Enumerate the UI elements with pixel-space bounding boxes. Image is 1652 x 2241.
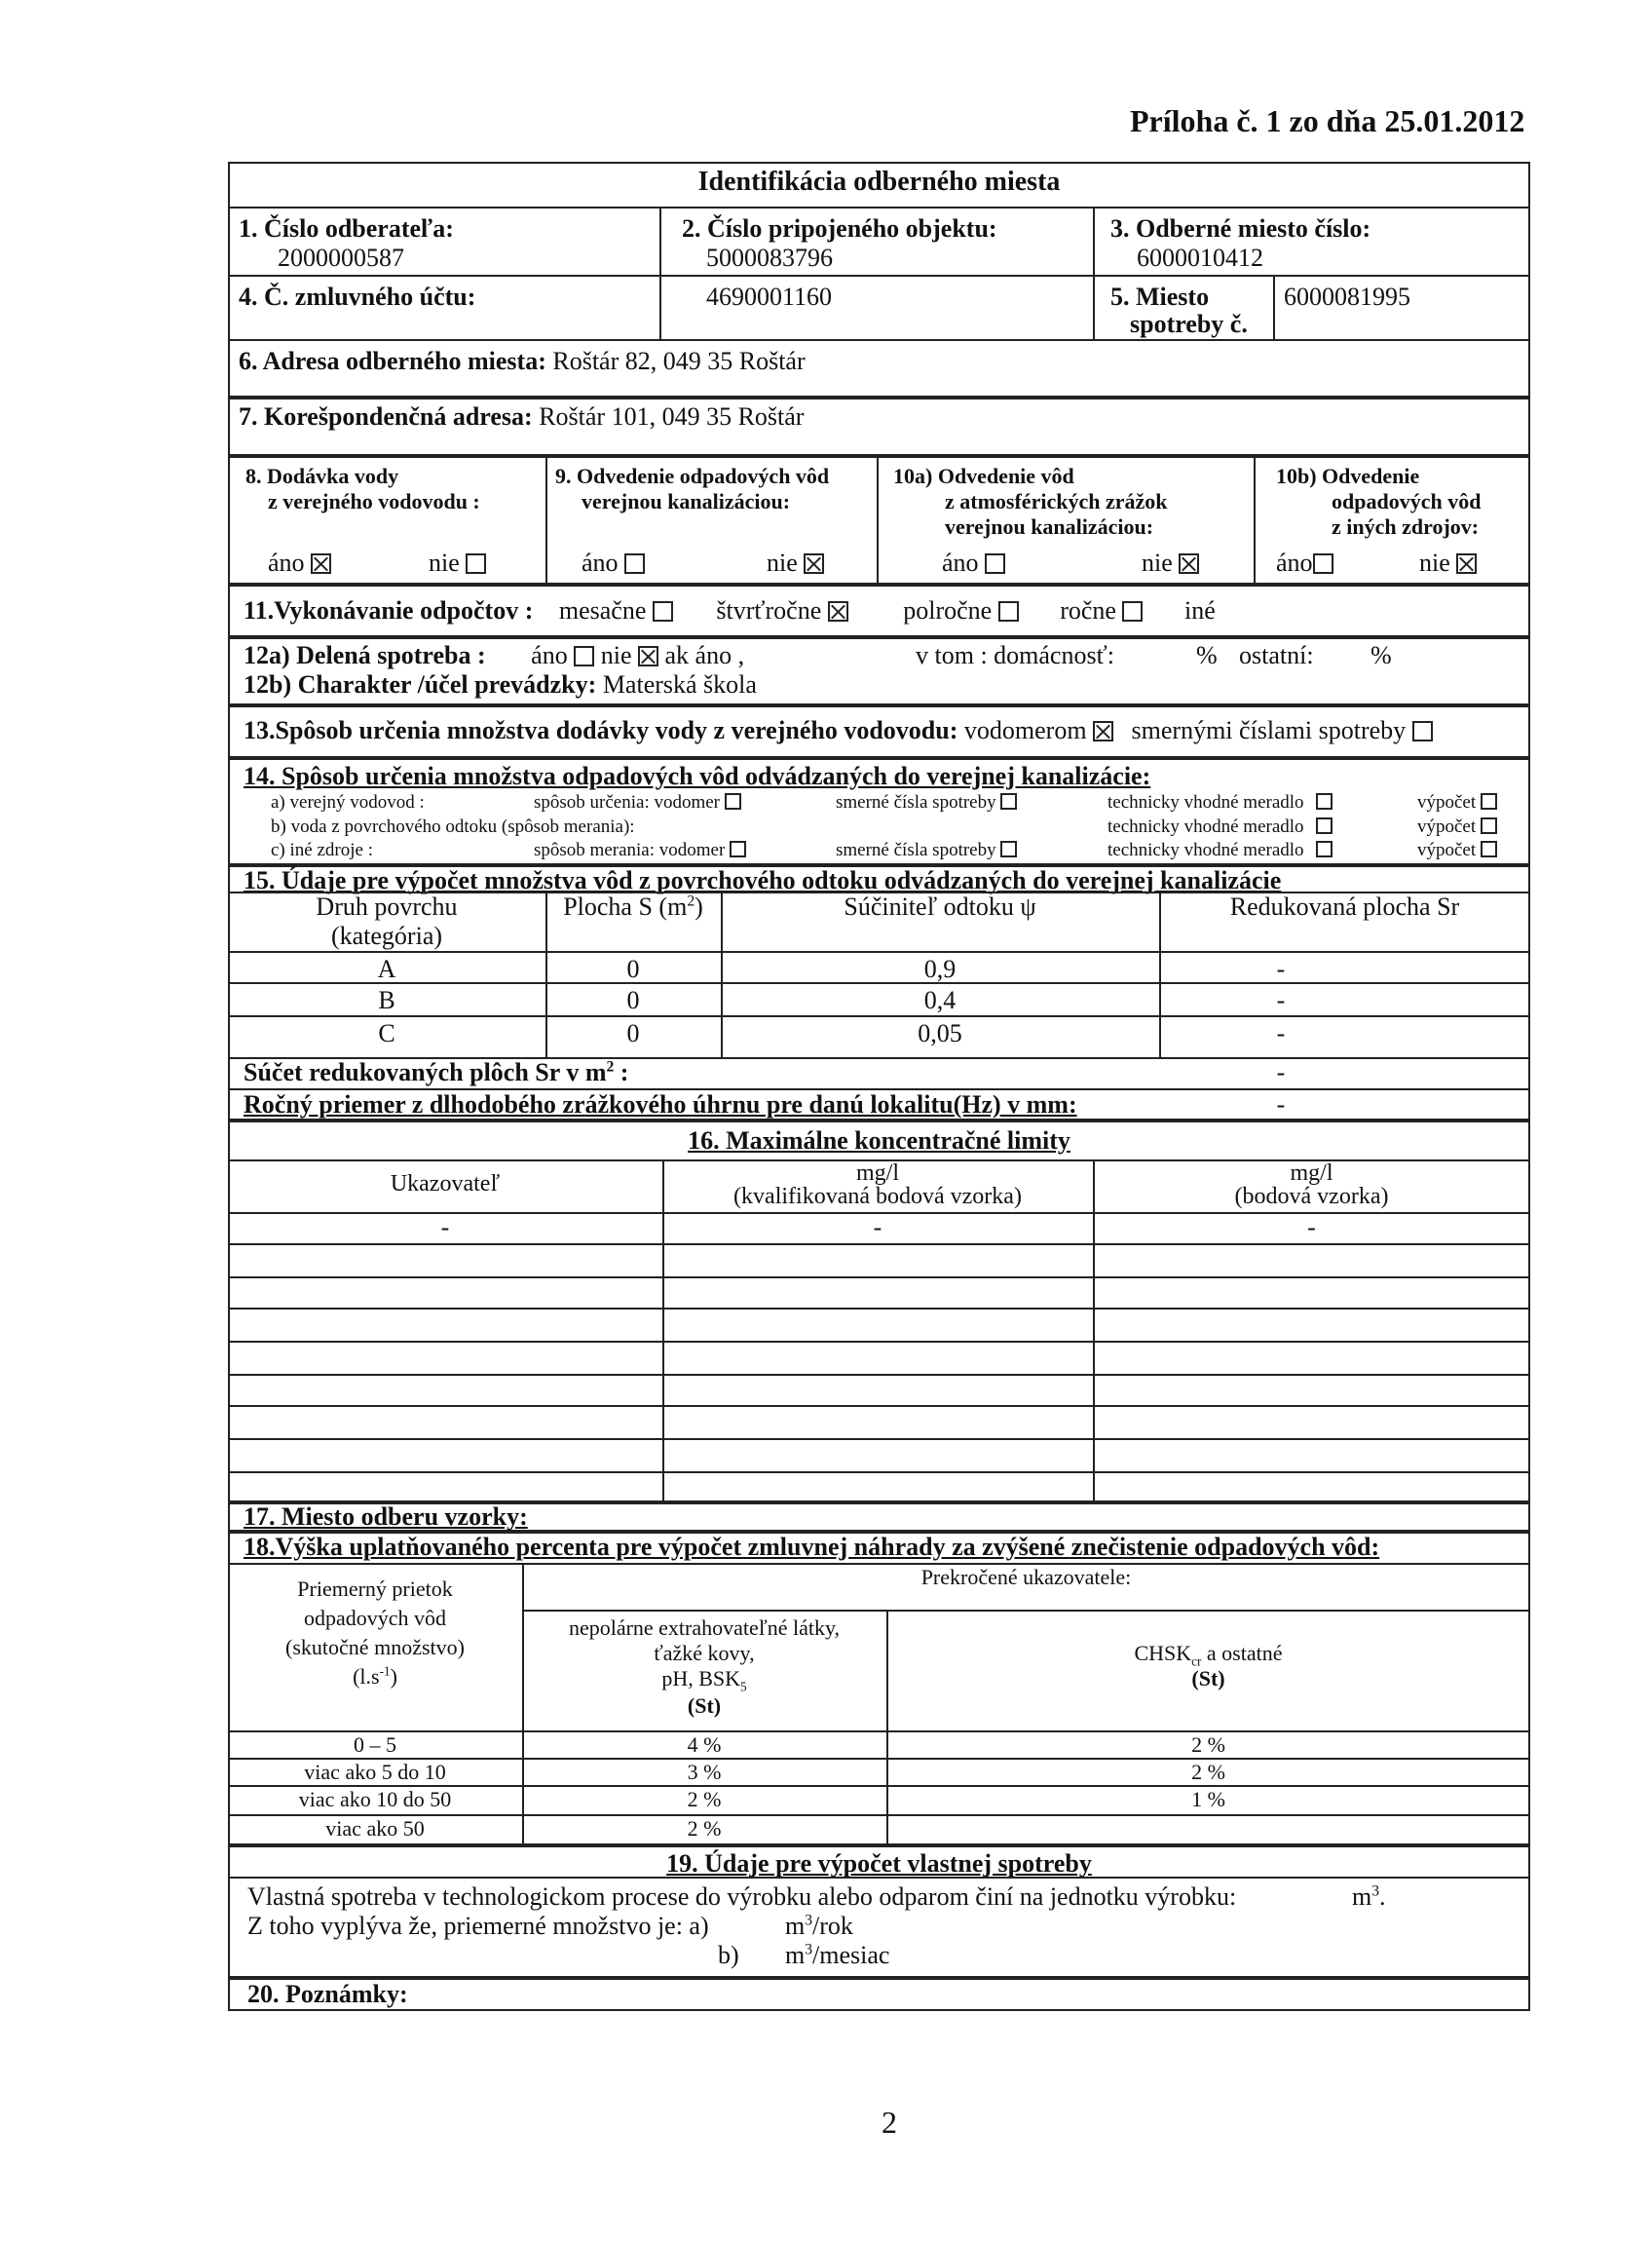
flow-row-1: 0 – 5 [354,1732,396,1757]
row-c-area: 0 [626,1019,640,1047]
s10b-line3: z iných zdrojov: [1332,514,1480,539]
split-others-pct: % [1370,641,1392,669]
flow-row-1-nonpolar: 4 % [687,1732,722,1757]
flow-header-3: (skutočné množstvo) [285,1635,465,1659]
indicator-header: Ukazovateľ [390,1171,501,1196]
s10a-line1: 10a) Odvedenie vôd [893,464,1074,488]
s8-line1: 8. Dodávka vody [245,464,399,488]
form-title: Identifikácia odberného miesta [697,167,1061,197]
split-yes-checkbox[interactable] [574,646,594,666]
limits-row-1-qualified: - [873,1213,882,1241]
row-a-reduced: - [1276,955,1286,983]
split-consumption-row: 12a) Delená spotreba : áno nie ak áno , [244,641,745,669]
s10b-yes-checkbox[interactable] [1313,553,1333,574]
s9-yes: áno [582,549,645,578]
operation-purpose-value: Materská škola [602,670,757,699]
s14-r1-calc-checkbox[interactable] [1481,793,1497,810]
s14-r1-device-checkbox[interactable] [1316,793,1333,810]
s14-r3-calc-checkbox[interactable] [1481,841,1497,857]
own-consumption-line-3: b) [718,1941,739,1969]
precipitation-value: - [1276,1090,1286,1119]
spot-sample-unit: mg/l [1290,1160,1333,1186]
sampling-place-label: 17. Miesto odberu vzorky: [244,1502,528,1531]
s14-r3-meter-checkbox[interactable] [730,841,746,857]
nonpolar-header-1: nepolárne extrahovateľné látky, [568,1615,841,1640]
flow-header-2: odpadových vôd [303,1606,447,1630]
notes-label: 20. Poznámky: [247,1980,408,2008]
row-a-cat: A [377,955,396,983]
s8-yes-checkbox[interactable] [311,553,331,574]
flow-row-4-nonpolar: 2 % [687,1816,722,1841]
s14-r1-norms-checkbox[interactable] [1000,793,1017,810]
flow-row-3-cod: 1 % [1191,1787,1225,1811]
limits-row-1-indicator: - [440,1213,450,1241]
s14-r2-calc: výpočet [1417,817,1497,838]
flow-header-4: $(l.s^{-1})$ [353,1663,397,1689]
correspondence-address-label: 7. Korešpondenčná adresa: [239,402,533,431]
own-consumption-line-2: Z toho vyplýva že, priemerné množstvo je: a) [247,1912,709,1940]
customer-number-label: 1. Číslo odberateľa: [239,214,454,243]
s14-r1-calc: výpočet [1417,792,1497,814]
meter-checkbox[interactable] [1093,721,1113,741]
s9-line1: 9. Odvedenie odpadových vôd [555,464,830,488]
s14-r3-meter: spôsob merania: vodomer [534,840,746,861]
row-b-area: 0 [626,986,640,1014]
reduced-area-header: Redukovaná plocha Sr [1229,893,1460,921]
s14-r3-calc: výpočet [1417,840,1497,861]
customer-number-value: 2000000587 [278,244,404,272]
s10b-yes: áno [1276,549,1333,578]
row-a-coef: 0,9 [923,955,957,983]
annex-title: Príloha č. 1 zo dňa 25.01.2012 [1130,103,1525,138]
s14-r1-label: a) verejný vodovod : [271,792,425,813]
delivery-address-value: Roštár 82, 049 35 Roštár [552,347,806,375]
s10b-no-checkbox[interactable] [1456,553,1477,574]
cod-header-2: (St) [1191,1666,1225,1690]
contract-account-value: 4690001160 [706,283,833,311]
consumption-point-label-2: spotreby č. [1130,310,1248,338]
area-header: Plocha S $(m^2)$ [563,893,703,921]
s10a-yes-checkbox[interactable] [985,553,1005,574]
consumption-point-value: 6000081995 [1284,283,1410,311]
s14-r1-norms: smerné čísla spotreby [836,792,1017,814]
surface-type-header-2: (kategória) [330,922,443,950]
spot-sample-header: (bodová vzorka) [1234,1184,1389,1209]
split-household-pct: % [1196,641,1218,669]
supply-method-row: 13.Spôsob určenia množstva dodávky vody z verejného vodovodu: vodomerom smernými číslami spotreby [244,716,1433,745]
flow-row-3: viac ako 10 do 50 [298,1787,452,1811]
flow-row-2-nonpolar: 3 % [687,1760,722,1784]
flow-row-1-cod: 2 % [1191,1732,1225,1757]
s14-r3-norms: smerné čísla spotreby [836,840,1017,861]
notes-frame [228,1978,1530,2011]
delivery-address-label: 6. Adresa odberného miesta: [239,347,546,375]
s14-r3-device-checkbox[interactable] [1316,841,1333,857]
consumption-point-label-1: 5. Miesto [1110,283,1210,311]
own-consumption-title: 19. Údaje pre výpočet vlastnej spotreby [666,1849,1092,1878]
s14-r2-device-checkbox[interactable] [1316,817,1333,834]
own-consumption-unit-3: $m^3$/mesiac [785,1941,890,1969]
s10b-line1: 10b) Odvedenie [1276,464,1420,488]
reduced-area-sum-value: - [1276,1058,1286,1086]
exceeded-indicators-header: Prekročené ukazovatele: [920,1565,1132,1589]
reading-label: 11.Vykonávanie odpočtov : [244,596,534,625]
flow-header-1: Priemerný prietok [297,1576,453,1601]
split-household: v tom : domácnosť: [916,641,1114,669]
s8-yes: áno [268,549,331,578]
object-number-value: 5000083796 [706,244,833,272]
delivery-point-value: 6000010412 [1137,244,1263,272]
s14-r3-norms-checkbox[interactable] [1000,841,1017,857]
object-number-label: 2. Číslo pripojeného objektu: [682,214,997,243]
qualified-sample-header: (kvalifikovaná bodová vzorka) [733,1184,1022,1209]
surcharge-title: 18.Výška uplatňovaného percenta pre výpočet zmluvnej náhrady za zvýšené znečistenie odpadových vôd: [244,1533,1380,1561]
s9-yes-checkbox[interactable] [624,553,645,574]
split-others: ostatní: [1239,641,1314,669]
own-consumption-unit-1: $m^3$. [1352,1882,1386,1911]
flow-row-2: viac ako 5 do 10 [304,1760,446,1784]
row-c-reduced: - [1276,1019,1286,1047]
limits-row-1-spot: - [1307,1213,1316,1241]
norms-checkbox[interactable] [1412,721,1433,741]
reduced-area-sum-label: Súčet redukovaných plôch Sr v $m^2$ : [244,1058,629,1086]
limits-title: 16. Maximálne koncentračné limity [688,1126,1070,1155]
s8-no: nie [429,549,486,578]
s8-line2: z verejného vodovodu : [268,489,480,513]
flow-row-3-nonpolar: 2 % [687,1787,722,1811]
nonpolar-header-4: (St) [687,1693,722,1718]
reading-row: 11.Vykonávanie odpočtov : mesačne štvrťročne polročne ročne iné [244,596,1216,625]
s10a-yes: áno [942,549,1005,578]
row-b-reduced: - [1276,986,1286,1014]
monthly-checkbox[interactable] [653,601,673,622]
s10a-no: nie [1142,549,1199,578]
s10a-line3: verejnou kanalizáciou: [945,514,1154,539]
s14-r1-device: technicky vhodné meradlo [1108,792,1333,814]
row-a-area: 0 [626,955,640,983]
s14-r3-device: technicky vhodné meradlo [1108,840,1333,861]
nonpolar-header-2: ťažké kovy, [654,1641,755,1665]
s10a-no-checkbox[interactable] [1179,553,1199,574]
s9-no: nie [767,549,824,578]
s14-r3-label: c) iné zdroje : [271,840,373,860]
coefficient-header: Súčiniteľ odtoku ψ [844,893,1036,921]
s10a-line2: z atmosférických zrážok [945,489,1168,513]
s14-r2-label: b) voda z povrchového odtoku (spôsob merania): [271,817,635,837]
surface-type-header-1: Druh povrchu [316,893,458,921]
split-no-checkbox[interactable] [638,646,658,666]
row-c-coef: 0,05 [918,1019,962,1047]
flow-row-4: viac ako 50 [325,1816,425,1841]
row-b-coef: 0,4 [923,986,957,1014]
qualified-sample-unit: mg/l [855,1160,899,1186]
operation-purpose: 12b) Charakter /účel prevádzky: Materská škola [244,670,757,699]
page-number: 2 [882,2105,897,2140]
own-consumption-unit-2: $m^3$/rok [785,1912,853,1940]
row-b-cat: B [378,986,395,1014]
precipitation-label: Ročný priemer z dlhodobého zrážkového úhrnu pre danú lokalitu(Hz) v mm: [244,1090,1077,1119]
quarterly-checkbox[interactable] [828,601,848,622]
cod-header-1: $CHSK_{cr}$ a ostatné [1134,1641,1283,1669]
surface-runoff-title: 15. Údaje pre výpočet množstva vôd z povrchového odtoku odvádzaných do verejnej kanalizácie [244,866,1282,894]
contract-account-label: 4. Č. zmluvného účtu: [239,283,476,311]
s14-r1-meter: spôsob určenia: vodomer [534,792,741,814]
yearly-checkbox[interactable] [1122,601,1143,622]
s14-r1-meter-checkbox[interactable] [725,793,741,810]
s9-line2: verejnou kanalizáciou: [582,489,791,513]
delivery-address [239,347,806,376]
s9-no-checkbox[interactable] [804,553,824,574]
s8-no-checkbox[interactable] [466,553,486,574]
correspondence-address [239,402,804,432]
nonpolar-header-3: pH, $BSK_5$ [661,1666,747,1694]
delivery-point-label: 3. Odberné miesto číslo: [1110,214,1371,243]
s14-r2-calc-checkbox[interactable] [1481,817,1497,834]
correspondence-address-value: Roštár 101, 049 35 Roštár [539,402,805,431]
s10b-no: nie [1419,549,1477,578]
wastewater-method-title: 14. Spôsob určenia množstva odpadových vôd odvádzaných do verejnej kanalizácie: [244,762,1151,790]
own-consumption-line-1: Vlastná spotreba v technologickom procese do výrobku alebo odparom činí na jednotku výrobku: [247,1882,1237,1911]
half-yearly-checkbox[interactable] [998,601,1019,622]
flow-row-2-cod: 2 % [1191,1760,1225,1784]
s14-r2-device: technicky vhodné meradlo [1108,817,1333,838]
s10b-line2: odpadových vôd [1332,489,1482,513]
row-c-cat: C [378,1019,395,1047]
